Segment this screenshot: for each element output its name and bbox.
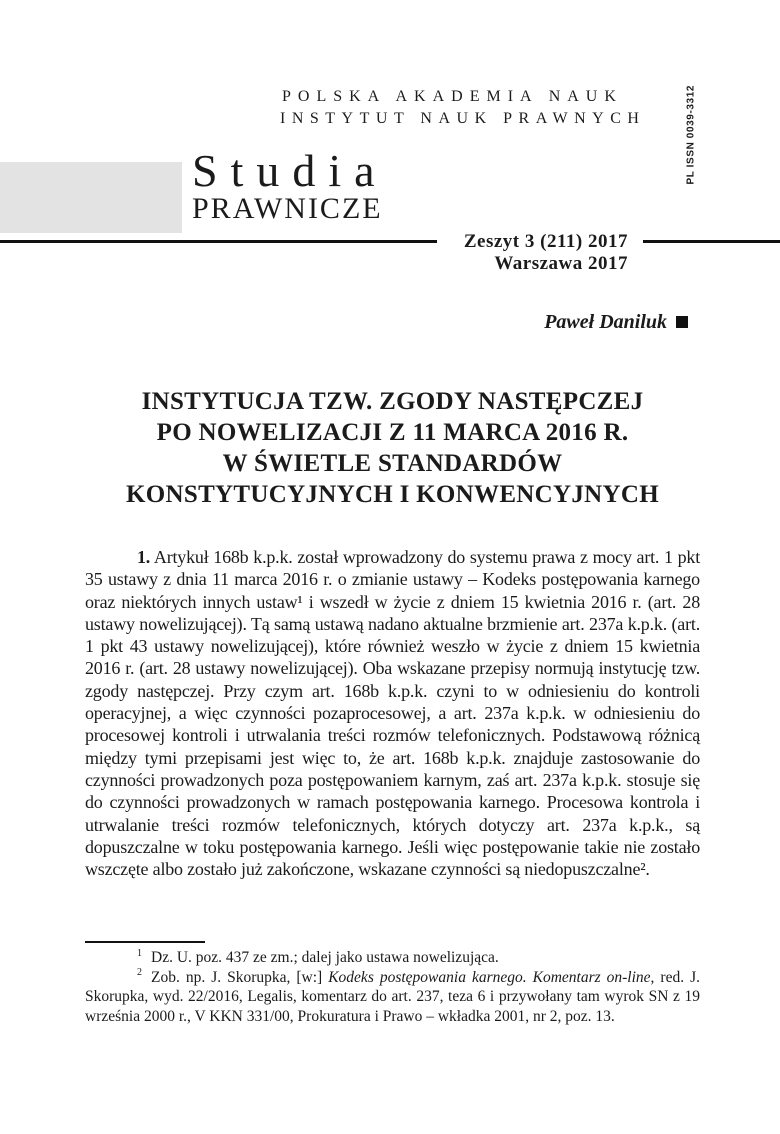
- article-title-line-1: INSTYTUCJA TZW. ZGODY NASTĘPCZEJ: [141, 388, 644, 415]
- publisher-line-2: INSTYTUT NAUK PRAWNYCH: [280, 110, 646, 127]
- article-title: [85, 386, 700, 510]
- author-name: Paweł Daniluk: [544, 311, 667, 333]
- footnote-1-text: Dz. U. poz. 437 ze zm.; dalej jako ustawa nowelizująca.: [151, 949, 499, 966]
- publisher-line-1: POLSKA AKADEMIA NAUK: [282, 88, 623, 105]
- journal-title-prawnicze: PRAWNICZE: [192, 192, 383, 225]
- footnote-2-text-post: , red. J. Skorupka, wyd. 22/2016, Legalis, komentarz do art. 237, teza 6 i przywołany tam wyrok SN z 19 września 2000 r., V KKN 331/00, Prokuratura i Prawo – wkładka 2001, nr 2, poz. 13.: [85, 968, 700, 1025]
- issue-number: Zeszyt 3 (211) 2017: [463, 231, 628, 252]
- journal-title-studia: Studia: [192, 145, 388, 196]
- black-square-icon: [676, 316, 688, 328]
- footnote-2-text-italic: Kodeks postępowania karnego. Komentarz on-line: [328, 968, 651, 986]
- city-year: Warszawa 2017: [494, 253, 628, 274]
- footnote-1-marker: 1: [137, 947, 142, 959]
- header-rule-right: [643, 240, 780, 243]
- footnote-separator: [85, 941, 205, 943]
- body-paragraph: [85, 546, 700, 880]
- paragraph-text: Artykuł 168b k.p.k. został wprowadzony do systemu prawa z mocy art. 1 pkt 35 ustawy z dnia 11 marca 2016 r. o zmianie ustawy – Kodeks postępowania karnego oraz niektórych innych ustaw¹ i wszedł w życie z dniem 15 kwietnia 2016 r. (art. 28 ustawy nowelizującej). Tą samą ustawą nadano aktualne brzmienie art. 237a k.p.k. (art. 1 pkt 43 ustawy nowelizującej), które również weszło w życie z dniem 15 kwietnia 2016 r. (art. 28 ustawy nowelizującej). Oba wskazane przepisy normują instytucję tzw. zgody następczej. Przy czym art. 168b k.p.k. czyni to w odniesieniu do kontroli operacyjnej, a więc czynności pozaprocesowej, a art. 237a k.p.k. w odniesieniu do procesowej kontroli i utrwalania treści rozmów telefonicznych. Podstawową różnicą między tymi przepisami jest więc to, że art. 168b k.p.k. znajduje zastosowanie do czynności prowadzonych poza postępowaniem karnym, zaś art. 237a k.p.k. stosuje się do czynności prowadzonych w ramach postępowania karnego. Procesowa kontrola i utrwalanie treści rozmów telefonicznych, których dotyczy art. 237a k.p.k., są dopuszczalne w toku postępowania karnego. Jeśli więc postępowanie takie nie zostało wszczęte albo zostało już zakończone, wskazane czynności są niedopuszczalne².: [85, 547, 700, 880]
- footnote-1: [85, 948, 700, 968]
- article-title-line-4: KONSTYTUCYJNYCH I KONWENCYJNYCH: [126, 481, 659, 508]
- footnote-2: [85, 968, 700, 1027]
- footnote-2-marker: 2: [137, 967, 142, 979]
- header-rule-left: [0, 240, 437, 243]
- issn-vertical-label: PL ISSN 0039-3312: [685, 84, 697, 185]
- article-title-line-2: PO NOWELIZACJI Z 11 MARCA 2016 R.: [156, 419, 629, 446]
- footnotes: [85, 948, 700, 1026]
- author-line: [544, 311, 688, 334]
- article-title-line-3: W ŚWIETLE STANDARDÓW: [222, 450, 563, 477]
- paragraph-number: 1.: [137, 547, 151, 567]
- footnote-2-text-pre: Zob. np. J. Skorupka, [w:]: [151, 968, 329, 986]
- masthead-gray-block: [0, 162, 182, 233]
